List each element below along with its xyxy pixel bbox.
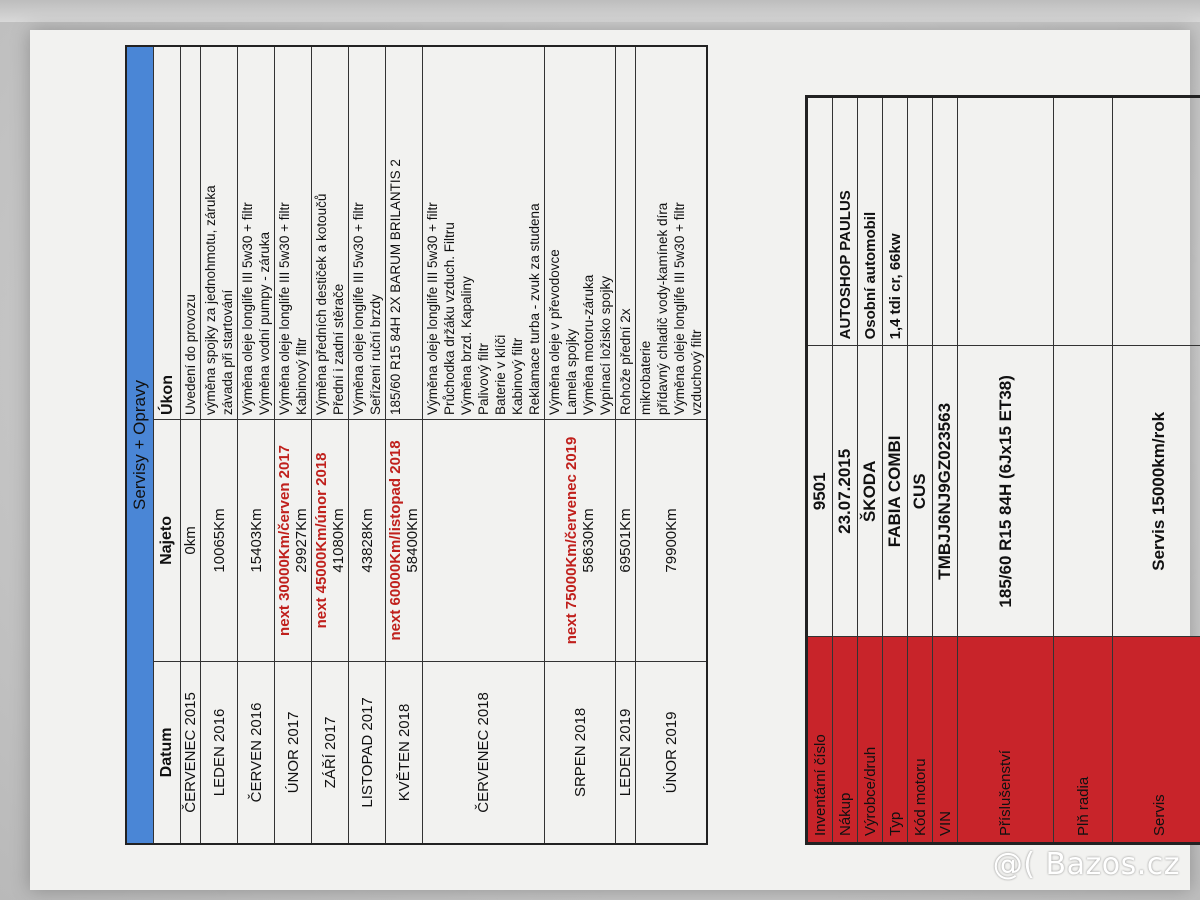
info-row bbox=[1054, 97, 1113, 844]
service-km bbox=[201, 420, 238, 662]
service-date: ÚNOR 2019 bbox=[636, 661, 708, 844]
info-value: 185/60 R15 84H (6Jx15 ET38) bbox=[958, 346, 1054, 637]
service-work bbox=[312, 46, 349, 420]
service-date: ČERVENEC 2018 bbox=[423, 661, 545, 844]
service-work bbox=[545, 46, 616, 420]
odometer-value: 15403Km bbox=[247, 508, 265, 573]
work-item: výměna spojky za jednohmotu, záruka bbox=[203, 185, 218, 416]
document-sheet bbox=[30, 30, 1190, 890]
vehicle-info-table bbox=[805, 95, 1200, 845]
info-row bbox=[1113, 97, 1200, 844]
info-extra bbox=[807, 97, 833, 346]
info-value: TMBJJ6NJ9GZ023563 bbox=[933, 346, 958, 637]
services-body bbox=[181, 46, 708, 844]
service-date: KVĚTEN 2018 bbox=[386, 661, 423, 844]
next-service-note: next 30000Km/červen 2017 bbox=[276, 444, 293, 636]
work-item: Rohože přední 2x bbox=[618, 308, 633, 416]
info-value: 23.07.2015 bbox=[833, 346, 858, 637]
header-date: Datum bbox=[154, 661, 181, 844]
odometer-value: 58630Km bbox=[580, 508, 597, 573]
header-km: Najeto bbox=[154, 420, 181, 662]
header-work: Úkon bbox=[154, 46, 181, 420]
service-km bbox=[238, 420, 275, 662]
work-item: Výměna oleje longlife III 5w30 + filtr bbox=[240, 202, 255, 416]
info-label: Servis bbox=[1113, 637, 1200, 844]
next-service-note: next 75000Km/červenec 2019 bbox=[563, 436, 580, 645]
info-value bbox=[1054, 346, 1113, 637]
work-item: Kabinový filtr bbox=[510, 337, 525, 416]
odometer-value: 58400Km bbox=[404, 508, 421, 573]
service-row bbox=[238, 46, 275, 844]
service-row bbox=[616, 46, 636, 844]
work-item: přídavný chladič vody-kamínek díra bbox=[655, 202, 670, 416]
rotated-document bbox=[125, 45, 1200, 845]
service-date: ZÁŘÍ 2017 bbox=[312, 661, 349, 844]
work-item: Výměna motoru-záruka bbox=[581, 274, 596, 416]
work-item: Výměna předních destiček a kotoučů bbox=[314, 193, 329, 416]
info-row bbox=[883, 97, 908, 844]
service-date: ČERVENEC 2015 bbox=[181, 661, 201, 844]
info-extra bbox=[933, 97, 958, 346]
work-item: Průchodka držáku vzduch. Filtru bbox=[442, 222, 457, 416]
service-date: SRPEN 2018 bbox=[545, 661, 616, 844]
info-label: Kód motoru bbox=[908, 637, 933, 844]
service-row bbox=[349, 46, 386, 844]
info-value: CUS bbox=[908, 346, 933, 637]
work-item: Výměna vodní pumpy - záruka bbox=[257, 231, 272, 416]
photo-top-edge bbox=[0, 0, 1200, 22]
work-item: Uvedení do provozu bbox=[183, 294, 198, 416]
info-label: VIN bbox=[933, 637, 958, 844]
info-value: FABIA COMBI bbox=[883, 346, 908, 637]
odometer-value: 29927Km bbox=[293, 508, 310, 573]
info-value: Servis 15000km/rok bbox=[1113, 346, 1200, 637]
service-work bbox=[181, 46, 201, 420]
info-row bbox=[807, 97, 833, 844]
work-item: Výměna oleje longlife III 5w30 + filtr bbox=[672, 202, 687, 416]
info-label: Typ bbox=[883, 637, 908, 844]
service-row bbox=[275, 46, 312, 844]
odometer-value: 41080Km bbox=[330, 508, 347, 573]
vehicle-info-body bbox=[807, 97, 1200, 844]
service-work bbox=[616, 46, 636, 420]
work-item: Reklamace turba - zvuk za studena bbox=[527, 203, 542, 416]
service-date: ČERVEN 2016 bbox=[238, 661, 275, 844]
service-row bbox=[545, 46, 616, 844]
services-table bbox=[125, 45, 708, 845]
service-row bbox=[423, 46, 545, 844]
info-row bbox=[958, 97, 1054, 844]
info-value: ŠKODA bbox=[858, 346, 883, 637]
service-km bbox=[636, 420, 708, 662]
info-extra bbox=[1113, 97, 1200, 346]
service-work bbox=[275, 46, 312, 420]
work-item: závada při startování bbox=[220, 289, 235, 416]
info-value: 9501 bbox=[807, 346, 833, 637]
next-service-note: next 60000Km/listopad 2018 bbox=[387, 440, 404, 641]
service-work bbox=[386, 46, 423, 420]
service-date: LISTOPAD 2017 bbox=[349, 661, 386, 844]
info-label: Výrobce/druh bbox=[858, 637, 883, 844]
work-item: Baterie v klíči bbox=[493, 334, 508, 416]
service-work bbox=[238, 46, 275, 420]
service-km bbox=[275, 420, 312, 662]
services-title: Servisy + Opravy bbox=[126, 46, 154, 844]
info-extra: 1,4 tdi cr, 66kw bbox=[883, 97, 908, 346]
info-label: Plň radia bbox=[1054, 637, 1113, 844]
service-km bbox=[312, 420, 349, 662]
work-item: Výměna oleje v převodovce bbox=[547, 249, 562, 416]
info-row bbox=[908, 97, 933, 844]
work-item: Výměna oleje longlife III 5w30 + filtr bbox=[425, 202, 440, 416]
odometer-value: 69501Km bbox=[617, 508, 634, 573]
service-date: LEDEN 2019 bbox=[616, 661, 636, 844]
work-item: Výměna oleje longlife III 5w30 + filtr bbox=[277, 202, 292, 416]
service-row bbox=[312, 46, 349, 844]
info-extra bbox=[908, 97, 933, 346]
service-work bbox=[423, 46, 545, 420]
work-item: mikrobaterie bbox=[638, 340, 653, 416]
info-extra: Osobní automobil bbox=[858, 97, 883, 346]
service-work bbox=[349, 46, 386, 420]
info-row bbox=[933, 97, 958, 844]
odometer-value: 10065Km bbox=[210, 508, 228, 573]
info-label: Nákup bbox=[833, 637, 858, 844]
service-row bbox=[201, 46, 238, 844]
odometer-value: 43828Km bbox=[358, 508, 376, 573]
info-row bbox=[858, 97, 883, 844]
service-work bbox=[636, 46, 708, 420]
info-row bbox=[833, 97, 858, 844]
info-extra bbox=[1054, 97, 1113, 346]
service-date: ÚNOR 2017 bbox=[275, 661, 312, 844]
service-km bbox=[423, 420, 545, 662]
info-extra bbox=[958, 97, 1054, 346]
service-km bbox=[181, 420, 201, 662]
service-row bbox=[386, 46, 423, 844]
service-km bbox=[616, 420, 636, 662]
service-km bbox=[349, 420, 386, 662]
bazos-watermark: @( Bazos.cz bbox=[992, 847, 1180, 882]
service-date: LEDEN 2016 bbox=[201, 661, 238, 844]
work-item: 185/60 R15 84H 2X BARUM BRILANTIS 2 bbox=[388, 159, 403, 416]
work-item: Lamela spojky bbox=[564, 328, 579, 416]
next-service-note: next 45000Km/únor 2018 bbox=[313, 452, 330, 629]
info-label: Příslušenství bbox=[958, 637, 1054, 844]
service-work bbox=[201, 46, 238, 420]
service-row bbox=[181, 46, 201, 844]
work-item: Přední i zadní stěrače bbox=[331, 283, 346, 416]
odometer-value: 0km bbox=[182, 526, 199, 555]
work-item: vzduchový filtr bbox=[689, 329, 704, 416]
service-row bbox=[636, 46, 708, 844]
odometer-value: 79900Km bbox=[662, 508, 680, 573]
work-item: Výměna oleje longlife III 5w30 + filtr bbox=[351, 202, 366, 416]
info-label: Inventární číslo bbox=[807, 637, 833, 844]
info-extra: AUTOSHOP PAULUS bbox=[833, 97, 858, 346]
work-item: Vypínací ložisko spojky bbox=[598, 275, 613, 416]
work-item: Kabinový filtr bbox=[294, 337, 309, 416]
work-item: Palivový filtr bbox=[476, 343, 491, 416]
service-km bbox=[386, 420, 423, 662]
work-item: Seřízení ruční brzdy bbox=[368, 294, 383, 416]
service-km bbox=[545, 420, 616, 662]
work-item: Výměna brzd. Kapaliny bbox=[459, 276, 474, 416]
